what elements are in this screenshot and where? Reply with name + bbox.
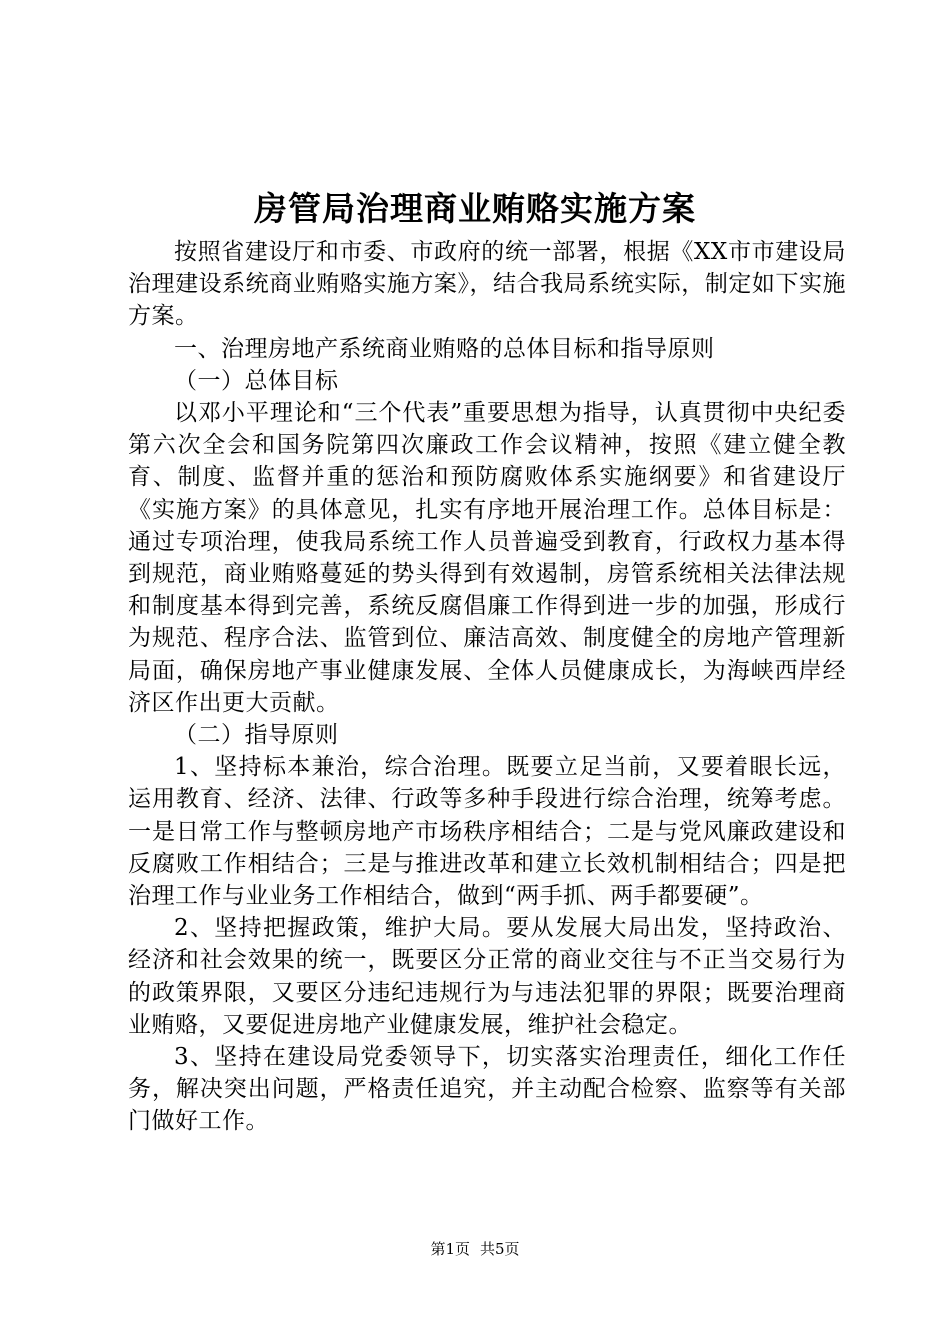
section-heading-1: 一、治理房地产系统商业贿赂的总体目标和指导原则 bbox=[174, 335, 715, 362]
general-goal-paragraph: 以邓小平理论和“三个代表”重要思想为指导，认真贯彻中央纪委第六次全会和国务院第四次廉政工作会议精神，按照《建立健全教育、制度、监督并重的惩治和预防腐败体系实施纲要》和省建设厅《实施方案》的具体意见，扎实有序地开展治理工作。总体目标是：通过专项治理，使我局系统工作人员普遍受到教育，行政权力基本得到规范，商业贿赂蔓延的势头得到有效遏制，房管系统相关法律法规和制度基本得到完善，系统反腐倡廉工作得到进一步的加强，形成行为规范、程序合法、监管到位、廉洁高效、制度健全的房地产管理新局面，确保房地产事业健康发展、全体人员健康成长，为海峡西岸经济区作出更大贡献。 bbox=[128, 400, 846, 716]
page-footer bbox=[0, 1238, 950, 1259]
principle-paragraph-2: 2、坚持把握政策，维护大局。要从发展大局出发，坚持政治、经济和社会效果的统一，既要区分正常的商业交往与不正当交易行为的政策界限，又要区分违纪违规行为与违法犯罪的界限；既要治理商业贿赂，又要促进房地产业健康发展，维护社会稳定。 bbox=[128, 915, 846, 1038]
principle-paragraph-3: 3、坚持在建设局党委领导下，切实落实治理责任，细化工作任务，解决突出问题，严格责任追究，并主动配合检察、监察等有关部门做好工作。 bbox=[128, 1044, 846, 1135]
subsection-heading-general-goal: （一）总体目标 bbox=[174, 367, 339, 394]
page-total: 共5页 bbox=[480, 1240, 520, 1258]
document-title: 房管局治理商业贿赂实施方案 bbox=[254, 189, 696, 228]
principle-paragraph-1: 1、坚持标本兼治，综合治理。既要立足当前，又要着眼长远，运用教育、经济、法律、行政等多种手段进行综合治理，统筹考虑。一是日常工作与整顿房地产市场秩序相结合；二是与党风廉政建设和反腐败工作相结合；三是与推进改革和建立长效机制相结合；四是把治理工作与业业务工作相结合，做到“两手抓、两手都要硬”。 bbox=[128, 754, 846, 910]
subsection-heading-guiding-principles: （二）指导原则 bbox=[174, 722, 339, 749]
page-number: 第1页 bbox=[430, 1240, 470, 1258]
document-body bbox=[128, 236, 846, 1138]
intro-paragraph: 按照省建设厅和市委、市政府的统一部署，根据《XX市市建设局治理建设系统商业贿赂实施方案》，结合我局系统实际，制定如下实施方案。 bbox=[128, 239, 846, 330]
